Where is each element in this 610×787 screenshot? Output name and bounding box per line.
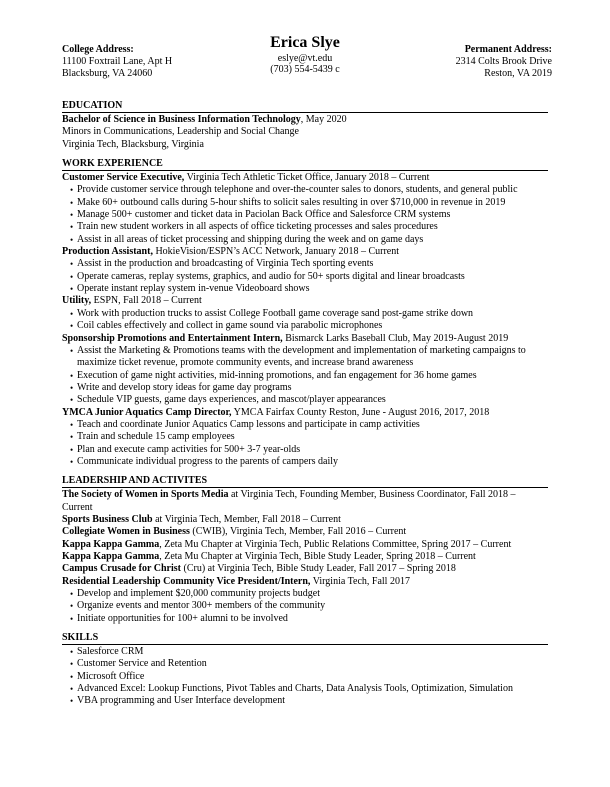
degree (62, 114, 548, 126)
activity-detail: (Cru) at Virginia Tech, Bible Study Leader, Fall 2017 – Spring 2018 (181, 563, 456, 575)
activity-item (62, 489, 548, 514)
bullet-item: • VBA programming and User Interface development (63, 695, 548, 707)
bullet-item: • Plan and execute camp activities for 500+ 3-7 year-olds (63, 444, 548, 456)
education-section (62, 100, 548, 151)
bullet-item: • Manage 500+ customer and ticket data in Paciolan Back Office and Salesforce CRM systems (63, 209, 548, 221)
job-heading (62, 333, 548, 345)
job-detail: YMCA Fairfax County Reston, June - August 2016, 2017, 2018 (231, 406, 490, 418)
bullet-item: • Microsoft Office (63, 671, 548, 683)
bullet-item: • Schedule VIP guests, game days experiences, and mascot/player appearances (63, 394, 548, 406)
college-address-line1: 11100 Foxtrail Lane, Apt H (62, 56, 173, 67)
activity-org: Kappa Kappa Gamma (62, 551, 160, 562)
bullet-item: • Work with production trucks to assist College Football game coverage sand post-game strike down (63, 308, 548, 320)
bullet-item: • Teach and coordinate Junior Aquatics Camp lessons and participate in camp activities (63, 419, 548, 431)
bullet-item: • Write and develop story ideas for game day programs (63, 382, 548, 394)
activity-org: Residential Leadership Community Vice President/Intern, (62, 575, 311, 587)
activity-item (62, 526, 548, 538)
job-detail: ESPN, Fall 2018 – Current (91, 295, 202, 307)
job-bullets (62, 184, 548, 246)
job-entry (62, 407, 548, 469)
activity-org: Campus Crusade for Christ (62, 563, 181, 575)
job-bullets (62, 345, 548, 407)
activity-detail: (CWIB), Virginia Tech, Member, Fall 2016 – Current (189, 526, 407, 538)
activity-bullets (62, 588, 548, 625)
bullet-item: • Operate instant replay system in-venue Videoboard shows (63, 283, 548, 295)
job-bullets (62, 258, 548, 295)
bullet-item: • Organize events and mentor 300+ members of the community (63, 600, 548, 612)
activity-org: Collegiate Women in Business (62, 526, 190, 538)
job-heading (62, 407, 548, 419)
phone: (703) 554-5439 c (270, 64, 340, 75)
activity-item (62, 563, 548, 575)
candidate-name: Erica Slye (270, 34, 340, 51)
bullet-item: • Execution of game night activities, mid-inning promotions, and fan engagement for 36 home games (63, 370, 548, 382)
degree-name: Bachelor of Science in Business Information Technology (62, 114, 301, 125)
degree-date: , May 2020 (300, 114, 347, 125)
bullet-item: • Assist the Marketing & Promotions teams with the development and implementation of marketing campaigns to maximize ticket revenue, promote community events, and increase brand awareness (63, 345, 548, 370)
job-detail: Bismarck Larks Baseball Club, May 2019-August 2019 (282, 332, 509, 344)
job-heading (62, 246, 548, 258)
bullet-item: • Provide customer service through telephone and over-the-counter sales to donors, students, and general public (63, 184, 548, 196)
permanent-address-line2: Reston, VA 2019 (484, 68, 552, 79)
job-heading (62, 295, 548, 307)
email[interactable]: eslye@vt.edu (277, 53, 333, 64)
bullet-item: • Advanced Excel: Lookup Functions, Pivot Tables and Charts, Data Analysis Tools, Optimization, Simulation (63, 683, 548, 695)
bullet-item: • Train and schedule 15 camp employees (63, 431, 548, 443)
bullet-item: • Develop and implement $20,000 community projects budget (63, 588, 548, 600)
job-detail: Virginia Tech Athletic Ticket Office, January 2018 – Current (184, 172, 430, 184)
job-role: Production Assistant, (62, 246, 153, 258)
permanent-address-line1: 2314 Colts Brook Drive (455, 56, 552, 67)
job-role: Sponsorship Promotions and Entertainment Intern, (62, 332, 283, 344)
section-title: WORK EXPERIENCE (62, 158, 548, 171)
bullet-item: • Communicate individual progress to the parents of campers daily (63, 456, 548, 468)
bullet-item: • Make 60+ outbound calls during 5-hour shifts to solicit sales resulting in over $710,000 in revenue in 2019 (63, 197, 548, 209)
job-bullets (62, 308, 548, 333)
job-heading (62, 172, 548, 184)
bullet-item: • Assist in the production and broadcasting of Virginia Tech sporting events (63, 258, 548, 270)
bullet-item: • Assist in all areas of ticket processing and shipping during the week and on game days (63, 234, 548, 246)
activity-org: Kappa Kappa Gamma (62, 538, 160, 550)
section-title: EDUCATION (62, 100, 548, 113)
activity-item (62, 514, 548, 526)
school: Virginia Tech, Blacksburg, Virginia (62, 138, 204, 150)
permanent-address (456, 44, 552, 80)
activity-item (62, 576, 548, 588)
work-section (62, 158, 548, 468)
college-address-line2: Blacksburg, VA 24060 (62, 68, 153, 79)
job-role: Customer Service Executive, (62, 172, 185, 184)
permanent-address-label: Permanent Address: (464, 44, 552, 55)
bullet-item: • Customer Service and Retention (63, 658, 548, 670)
job-entry (62, 172, 548, 246)
activity-detail: at Virginia Tech, Member, Fall 2018 – Current (152, 513, 341, 525)
activity-detail: Virginia Tech, Fall 2017 (310, 575, 410, 587)
skills-section (62, 632, 548, 708)
activity-org: The Society of Women in Sports Media (62, 489, 229, 501)
bullet-item: • Train new student workers in all aspects of office ticketing processes and sales procedures (63, 221, 548, 233)
section-title: LEADERSHIP AND ACTIVITES (62, 475, 548, 488)
job-entry (62, 246, 548, 295)
bullet-item: • Initiate opportunities for 100+ alumni to be involved (63, 613, 548, 625)
job-bullets (62, 419, 548, 468)
activity-org: Sports Business Club (62, 513, 153, 525)
skills-bullets (62, 646, 548, 708)
activity-item (62, 539, 548, 551)
job-entry (62, 295, 548, 332)
bullet-item: • Salesforce CRM (63, 646, 548, 658)
leadership-section (62, 475, 548, 625)
bullet-item: • Operate cameras, replay systems, graphics, and audio for 50+ sports digital and linear broadcasts (63, 271, 548, 283)
college-address-label: College Address: (62, 44, 134, 55)
job-detail: HokieVision/ESPN’s ACC Network, January 2018 – Current (152, 246, 400, 258)
job-role: YMCA Junior Aquatics Camp Director, (62, 406, 232, 418)
bullet-item: • Coil cables effectively and collect in game sound via parabolic microphones (63, 320, 548, 332)
activity-item (62, 551, 548, 563)
resume-body (62, 100, 548, 715)
activity-detail: , Zeta Mu Chapter at Virginia Tech, Bible Study Leader, Spring 2018 – Current (159, 551, 476, 562)
job-entry (62, 333, 548, 407)
job-role: Utility, (62, 295, 92, 307)
section-title: SKILLS (62, 632, 548, 645)
activity-detail: at Virginia Tech, Founding Member, Business Coordinator, Fall 2018 – Current (62, 489, 516, 513)
activity-detail: , Zeta Mu Chapter at Virginia Tech, Public Relations Committee, Spring 2017 – Current (159, 538, 512, 550)
minors: Minors in Communications, Leadership and Social Change (62, 126, 299, 138)
